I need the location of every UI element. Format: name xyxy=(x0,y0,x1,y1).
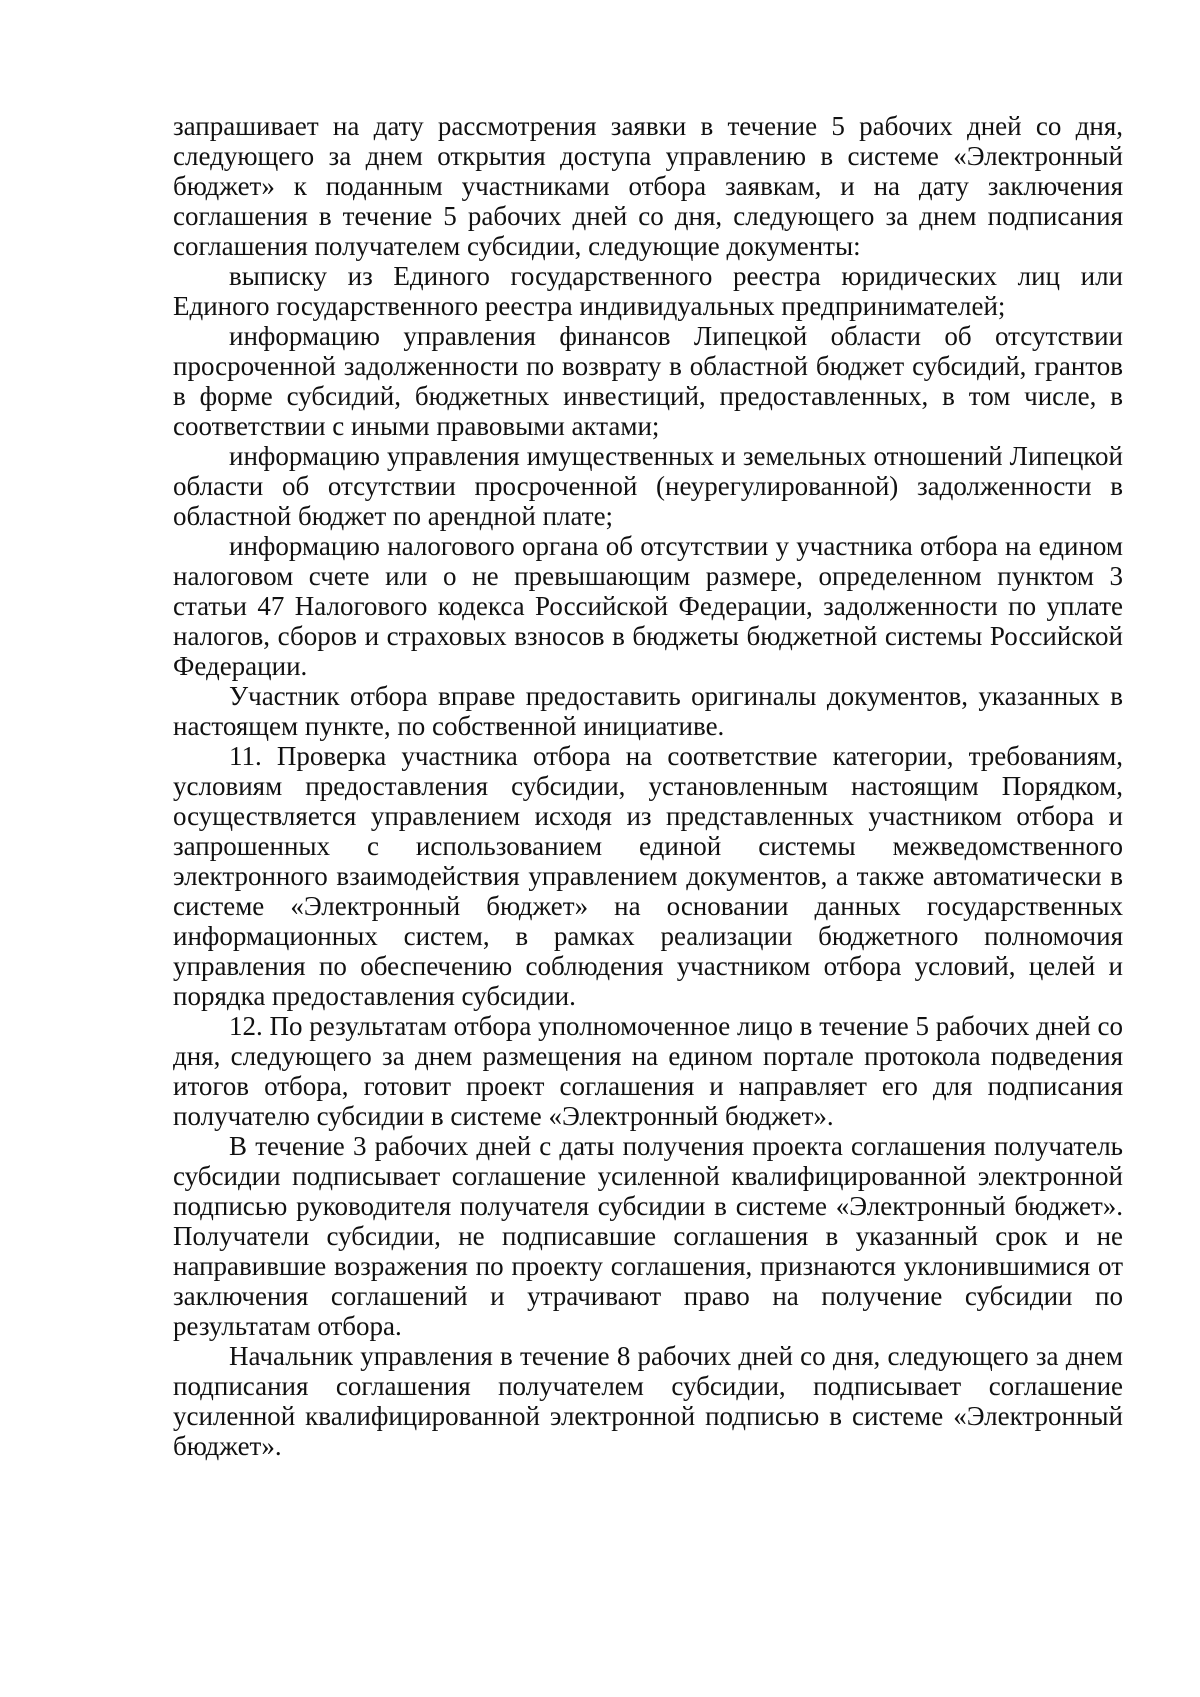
paragraph-signing-deadline: В течение 3 рабочих дней с даты получения проекта соглашения получатель субсидии подписывает соглашение усиленной квалифицированной электронной подписью руководителя получателя субсидии в системе «Электронный бюджет». Получатели субсидии, не подписавшие соглашения в указанный срок и не направившие возражения по проекту соглашения, признаются уклонившимися от заключения соглашений и утрачивают право на получение субсидии по результатам отбора. xyxy=(173,1131,1123,1341)
paragraph-item-12: 12. По результатам отбора уполномоченное лицо в течение 5 рабочих дней со дня, следующего за днем размещения на едином портале протокола подведения итогов отбора, готовит проект соглашения и направляет его для подписания получателю субсидии в системе «Электронный бюджет». xyxy=(173,1011,1123,1131)
paragraph-item-11: 11. Проверка участника отбора на соответствие категории, требованиям, условиям предоставления субсидии, установленным настоящим Порядком, осуществляется управлением исходя из представленных участником отбора и запрошенных с использованием единой системы межведомственного электронного взаимодействия управлением документов, а также автоматически в системе «Электронный бюджет» на основании данных государственных информационных систем, в рамках реализации бюджетного полномочия управления по обеспечению соблюдения участником отбора условий, целей и порядка предоставления субсидии. xyxy=(173,741,1123,1011)
paragraph-egrul-extract: выписку из Единого государственного реестра юридических лиц или Единого государственного реестра индивидуальных предпринимателей; xyxy=(173,261,1123,321)
document-body xyxy=(173,111,1123,1461)
paragraph-originals: Участник отбора вправе предоставить оригиналы документов, указанных в настоящем пункте, по собственной инициативе. xyxy=(173,681,1123,741)
paragraph-continuation: запрашивает на дату рассмотрения заявки в течение 5 рабочих дней со дня, следующего за днем открытия доступа управлению в системе «Электронный бюджет» к поданным участниками отбора заявкам, и на дату заключения соглашения в течение 5 рабочих дней со дня, следующего за днем подписания соглашения получателем субсидии, следующие документы: xyxy=(173,111,1123,261)
paragraph-tax-info: информацию налогового органа об отсутствии у участника отбора на едином налоговом счете или о не превышающим размере, определенном пунктом 3 статьи 47 Налогового кодекса Российской Федерации, задолженности по уплате налогов, сборов и страховых взносов в бюджеты бюджетной системы Российской Федерации. xyxy=(173,531,1123,681)
paragraph-head-signature: Начальник управления в течение 8 рабочих дней со дня, следующего за днем подписания соглашения получателем субсидии, подписывает соглашение усиленной квалифицированной электронной подписью в системе «Электронный бюджет». xyxy=(173,1341,1123,1461)
paragraph-finance-info: информацию управления финансов Липецкой области об отсутствии просроченной задолженности по возврату в областной бюджет субсидий, грантов в форме субсидий, бюджетных инвестиций, предоставленных, в том числе, в соответствии с иными правовыми актами; xyxy=(173,321,1123,441)
paragraph-property-info: информацию управления имущественных и земельных отношений Липецкой области об отсутствии просроченной (неурегулированной) задолженности в областной бюджет по арендной плате; xyxy=(173,441,1123,531)
